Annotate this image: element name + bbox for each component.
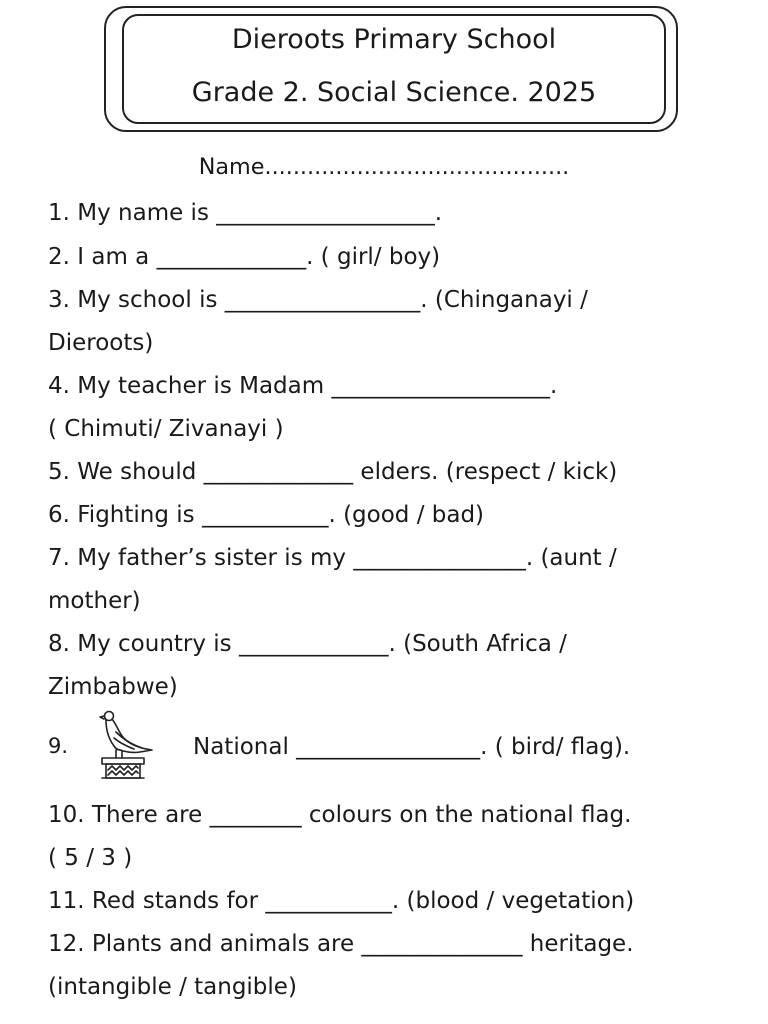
question-8: 8. My country is _____________. (South Africa /: [48, 631, 567, 657]
zimbabwe-bird-icon: [94, 708, 156, 782]
question-5: 5. We should _____________ elders. (respect / kick): [48, 459, 618, 485]
question-11: 11. Red stands for ___________. (blood / vegetation): [48, 888, 635, 914]
question-12-continued: (intangible / tangible): [48, 974, 297, 1000]
question-8-continued: Zimbabwe): [48, 674, 178, 700]
question-3: 3. My school is _________________. (Chinganayi /: [48, 287, 588, 313]
grade-subject-year: Grade 2. Social Science. 2025: [191, 77, 597, 108]
question-3-continued: Dieroots): [48, 330, 154, 356]
question-9-number: 9.: [48, 734, 69, 758]
question-10-continued: ( 5 / 3 ): [48, 845, 133, 871]
question-12: 12. Plants and animals are ______________ heritage.: [48, 931, 634, 957]
question-7-continued: mother): [48, 588, 141, 614]
school-name: Dieroots Primary School: [231, 24, 557, 55]
question-7: 7. My father’s sister is my _______________. (aunt /: [48, 545, 617, 571]
question-4: 4. My teacher is Madam ___________________.: [48, 373, 558, 399]
question-2: 2. I am a _____________. ( girl/ boy): [48, 244, 441, 270]
name-field: Name...........................................: [198, 154, 570, 180]
question-1: 1. My name is ___________________.: [48, 200, 443, 226]
question-6: 6. Fighting is ___________. (good / bad): [48, 502, 485, 528]
question-10: 10. There are ________ colours on the national flag.: [48, 802, 632, 828]
question-9: National ________________. ( bird/ flag).: [193, 734, 631, 760]
question-4-continued: ( Chimuti/ Zivanayi ): [48, 416, 284, 442]
